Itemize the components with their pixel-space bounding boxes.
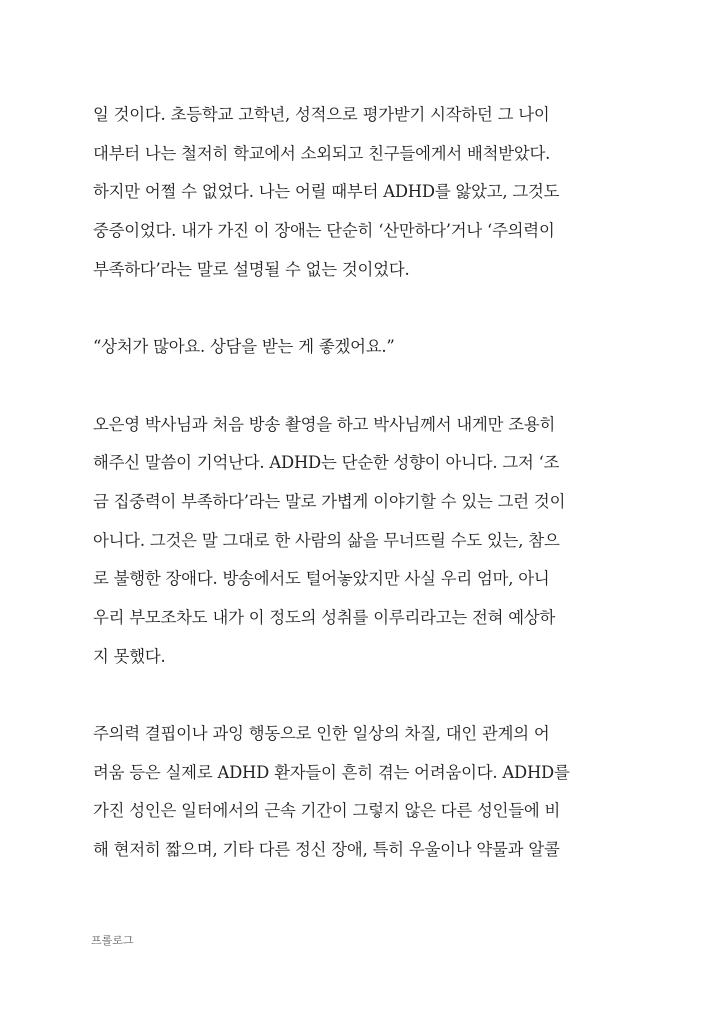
paragraph-2-quote — [93, 328, 613, 367]
text-line: 주의력 결핍이나 과잉 행동으로 인한 일상의 차질, 대인 관계의 어 — [93, 724, 550, 743]
paragraph-gap — [93, 676, 613, 715]
paragraph-3 — [93, 406, 613, 677]
paragraph-gap — [93, 367, 613, 406]
text-line: 아니다. 그것은 말 그대로 한 사람의 삶을 무너뜨릴 수도 있는, 참으 — [93, 530, 560, 550]
text-line: 해 현저히 짧으며, 기타 다른 정신 장애, 특히 우울이나 약물과 알콜 — [93, 840, 560, 860]
text-line: 금 집중력이 부족하다’라는 말로 가볍게 이야기할 수 있는 그런 것이 — [93, 491, 566, 511]
text-line: 가진 성인은 일터에서의 근속 기간이 그렇지 않은 다른 성인들에 비 — [93, 801, 561, 821]
paragraph-4 — [93, 715, 613, 870]
text-line: 로 불행한 장애다. 방송에서도 털어놓았지만 사실 우리 엄마, 아니 — [93, 569, 550, 589]
text-line: 우리 부모조차도 내가 이 정도의 성취를 이루리라고는 전혀 예상하 — [93, 607, 556, 627]
text-line: 오은영 박사님과 처음 방송 촬영을 하고 박사님께서 내게만 조용히 — [93, 414, 556, 434]
page-footer-section-label: 프롤로그 — [91, 934, 134, 947]
paragraph-1 — [93, 96, 613, 289]
text-line: 부족하다’라는 말로 설명될 수 없는 것이었다. — [93, 259, 410, 279]
paragraph-gap — [93, 289, 613, 328]
text-line: 중증이었다. 내가 가진 이 장애는 단순히 ‘산만하다’거나 ‘주의력이 — [93, 221, 555, 241]
text-line: 하지만 어쩔 수 없었다. 나는 어릴 때부터 ADHD를 앓았고, 그것도 — [93, 182, 560, 202]
text-line: 일 것이다. 초등학교 고학년, 성적으로 평가받기 시작하던 그 나이 — [93, 105, 550, 124]
text-line: 려움 등은 실제로 ADHD 환자들이 흔히 겪는 어려움이다. ADHD를 — [93, 762, 570, 782]
text-line: 해주신 말씀이 기억난다. ADHD는 단순한 성향이 아니다. 그저 ‘조 — [93, 453, 560, 473]
body-text — [93, 96, 613, 870]
text-line: 대부터 나는 철저히 학교에서 소외되고 친구들에게서 배척받았다. — [93, 143, 551, 163]
text-line: 지 못했다. — [93, 646, 166, 666]
quote-line: “상처가 많아요. 상담을 받는 게 좋겠어요.” — [93, 337, 395, 357]
